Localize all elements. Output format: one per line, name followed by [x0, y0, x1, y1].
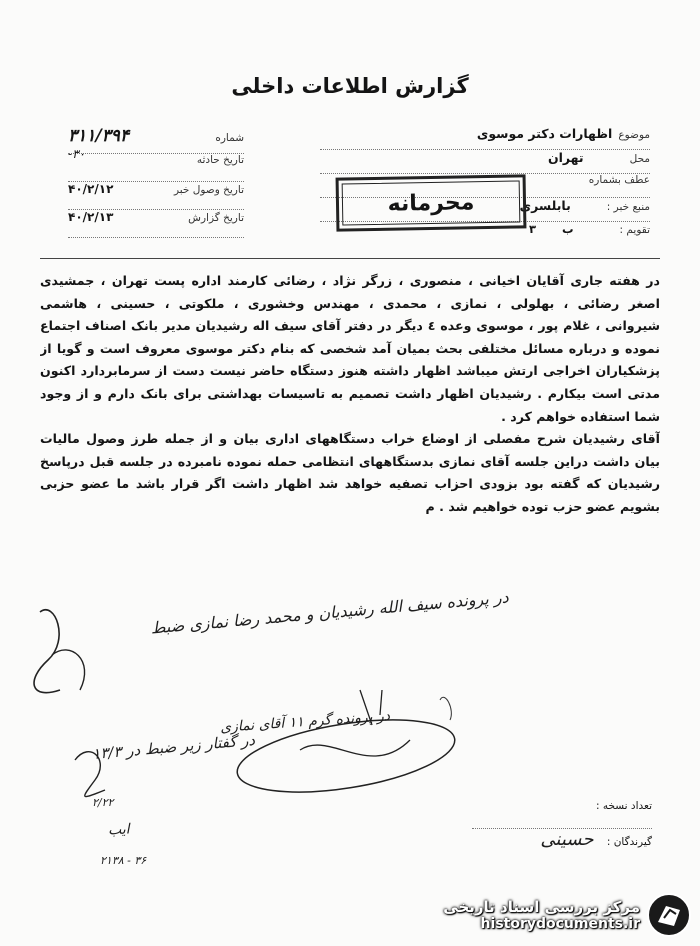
- watermark-line-1: مرکز بررسی اسناد تاریخی: [443, 898, 640, 916]
- handwritten-note-2: در پرونده گرم ۱۱ آقای نمازی: [219, 708, 391, 736]
- number-row: [68, 126, 244, 154]
- report-date-row: [68, 210, 244, 238]
- subject-row: [320, 126, 650, 150]
- number-value: ۳۱۱/۳۹۴: [68, 126, 129, 146]
- watermark: [443, 892, 692, 938]
- distribution-fields: [472, 800, 652, 857]
- incident-date-label: تاریخ حادثه: [196, 154, 244, 166]
- received-date-value: ۴۰/۲/۱۲: [68, 182, 114, 196]
- body-line: بیان داشت دراین جلسه آقای نمازی بدستگاههای انتظامی حمله نموده نامبرده در جلسه قبل درپاسخ: [40, 453, 660, 469]
- location-value: تهران: [547, 150, 584, 165]
- copies-label: تعداد نسخه :: [595, 800, 652, 812]
- body-line: شما استفاده خواهم کرد .: [501, 408, 660, 424]
- document-title: گزارش اطلاعات داخلی: [231, 74, 469, 98]
- handwritten-note-4: ۲/۲۲: [92, 796, 114, 809]
- subject-label: موضوع: [618, 129, 650, 141]
- body-line: بشویم عضو حزب توده خواهیم شد . م: [425, 498, 660, 514]
- source-value: بابلسری: [519, 198, 571, 213]
- handwritten-note-3: در گفتار زیر ضبط در ۱۳/۳: [91, 730, 256, 764]
- header-divider: [40, 258, 660, 259]
- body-line: اصغر رضائی ، بهلولی ، نمازی ، محمدی ، مهندس وخشوری ، ملکوتی ، حسینی ، هاشمی: [40, 295, 660, 311]
- source-label: منبع خبر :: [606, 201, 650, 213]
- report-date-value: ۴۰/۲/۱۳: [68, 210, 114, 224]
- handwritten-note-1: در پرونده سیف الله رشیدیان و محمد رضا نمازی ضبط: [149, 587, 510, 638]
- recipients-value: حسینی: [540, 829, 594, 850]
- calendar-values: [529, 222, 574, 236]
- recipients-label: گیرندگان :: [606, 836, 652, 848]
- body-line: آقای رشیدیان شرح مفصلی از اوضاع خراب دستگاههای اداری بیان و از جمله طرز وصول مالیات: [40, 431, 660, 447]
- location-row: [320, 150, 650, 174]
- body-line: رشیدیان که گفته بود بزودی احزاب تصفیه خواهد شد اظهار داشت اگر قرار باشد ما عضو حزبی: [40, 476, 660, 492]
- handwritten-note-5: ۲۱۳۸ - ۳۶: [100, 854, 147, 867]
- body-line: پزشکیاران اخراجی ارتش میباشد اظهار داشته هنوز دستگاه حاضر نیست دست از سرمابردارد اکنون: [40, 363, 660, 379]
- reference-label: عطف بشماره: [588, 174, 650, 186]
- report-body: [40, 270, 660, 519]
- header-left-fields: [68, 126, 244, 238]
- calendar-value-2: ۳: [528, 222, 536, 236]
- report-date-label: تاریخ گزارش: [188, 212, 244, 224]
- subject-value: اظهارات دکتر موسوی: [476, 126, 613, 141]
- location-label: محل: [629, 153, 650, 165]
- received-date-label: تاریخ وصول خبر: [173, 184, 244, 196]
- watermark-text: [443, 898, 640, 932]
- calendar-value-1: ب: [561, 222, 574, 236]
- confidential-stamp-text: محرمانه: [342, 180, 521, 225]
- recipients-row: [472, 829, 652, 857]
- body-line: نموده و درباره مسائل مختلفی بحث بمیان آمد شخصی که بنام دکتر موسوی معروف است و گویا از: [40, 340, 660, 356]
- body-line: مدتی است بیکارم . رشیدیان اظهار داشت تصمیم به تاسیسات بهداشتی برای بانک دارم و از وجود: [40, 385, 660, 401]
- number-subscript: ۳۰-: [68, 147, 85, 161]
- body-line: در هفته جاری آقایان اخیانی ، منصوری ، زرگر نژاد ، رضائی کارمند اداره پست تهران ، جمشیدی: [40, 273, 660, 288]
- received-date-row: [68, 182, 244, 210]
- body-line: شیروانی ، غلام پور ، موسوی وعده ٤ دیگر در دفتر آقای سیف اله رشیدیان مدیر بانک اصناف اجتماع: [40, 318, 660, 334]
- copies-row: [472, 800, 652, 829]
- watermark-line-2: historydocuments.ir: [480, 916, 640, 932]
- number-label: شماره: [215, 132, 244, 144]
- incident-date-row: [68, 154, 244, 182]
- archive-logo-icon: [646, 892, 692, 938]
- calendar-label: تقویم :: [619, 224, 650, 236]
- handwritten-note-6: ایب: [108, 821, 131, 839]
- confidential-stamp: [336, 174, 527, 231]
